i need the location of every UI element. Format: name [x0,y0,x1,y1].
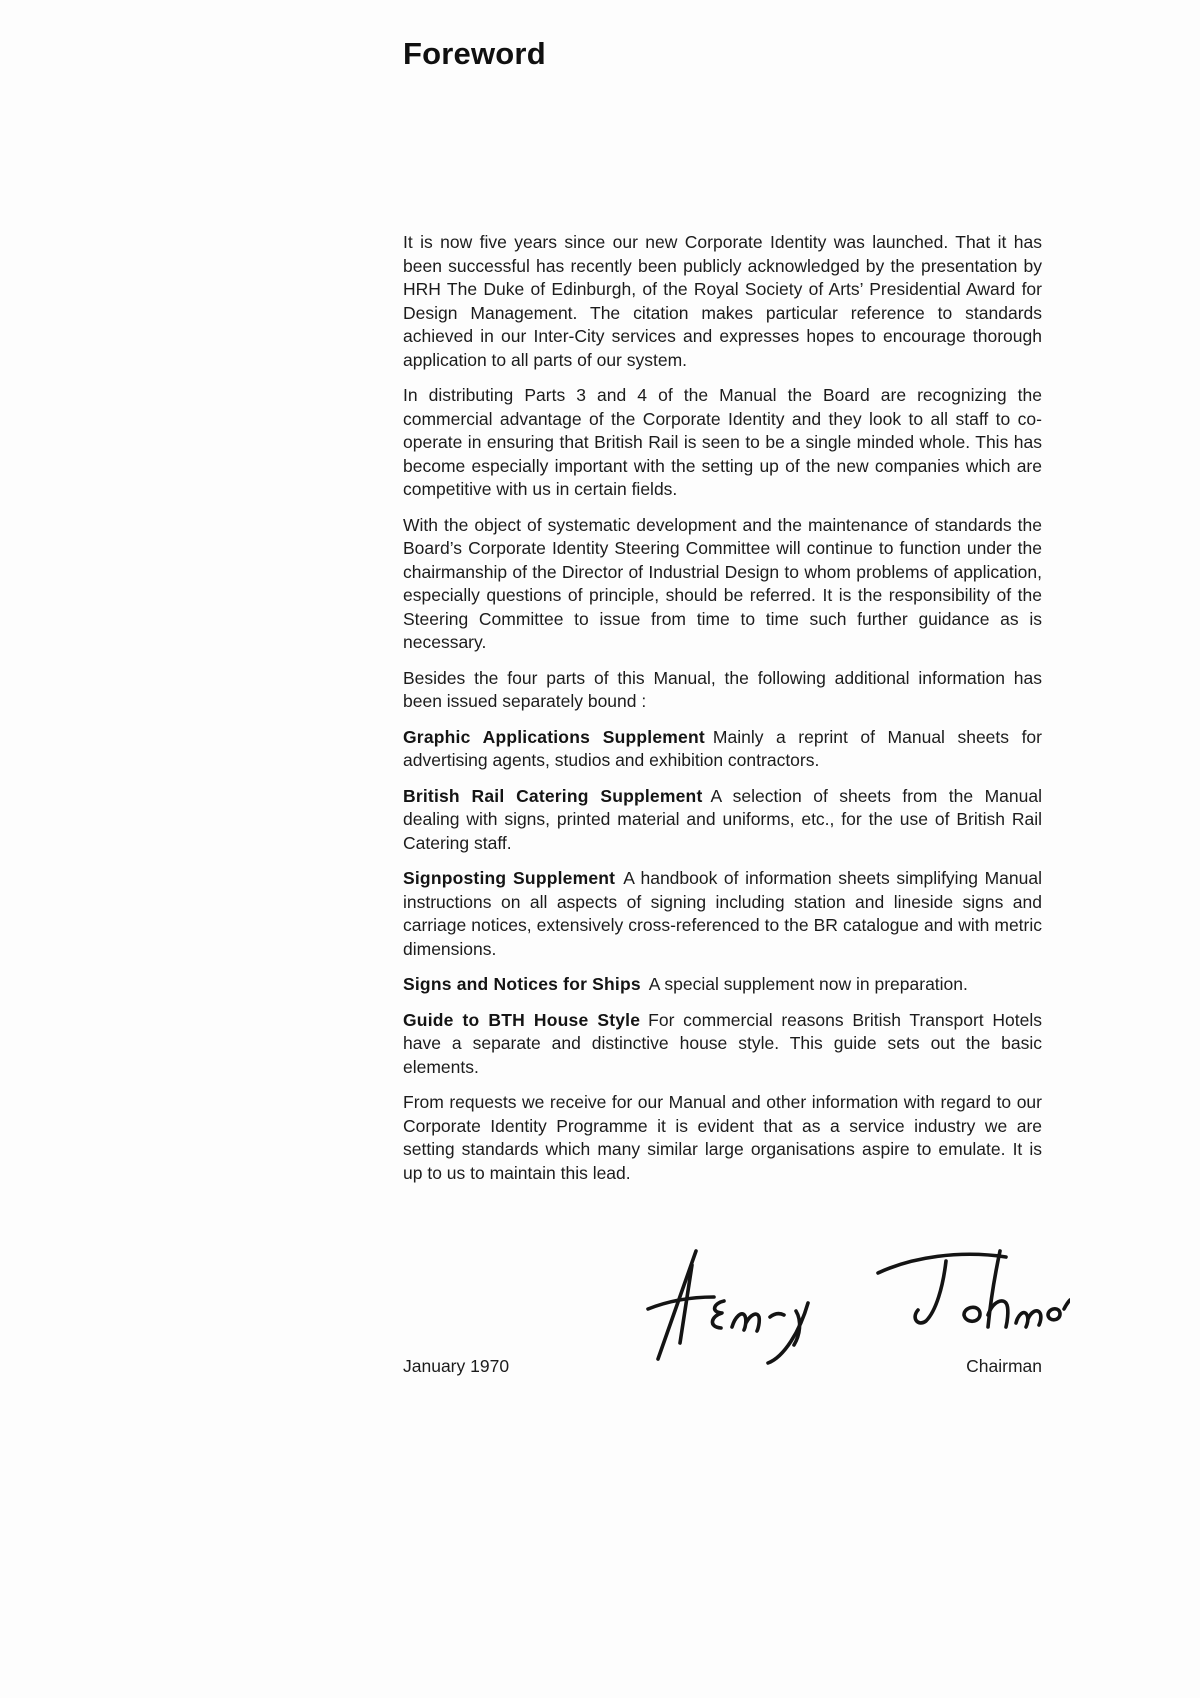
supplement-item-catering [403,785,1042,856]
supplement-text: Mainly a reprint of Manual sheets for advertising agents, studios and exhibition contractors. [403,726,1042,770]
supplement-text: A handbook of information sheets simplifying Manual instructions on all aspects of signing including station and lineside signs and carriage notices, extensively cross-referenced to the BR catalogue and with metric dimensions. [403,868,1042,959]
supplement-text: A selection of sheets from the Manual dealing with signs, printed material and uniforms, etc., for the use of British Rail Catering staff. [403,785,1042,853]
supplement-item-ships [403,973,1042,997]
supplement-title: Graphic Applications Supplement [403,726,705,747]
date-label: January 1970 [403,1356,510,1376]
supplement-item-graphic-applications [403,726,1042,773]
supplement-title: Signposting Supplement [403,868,616,888]
supplement-title: Guide to BTH House Style [403,1009,641,1030]
chairman-signature [630,1245,1070,1370]
supplement-text: For commercial reasons British Transport Hotels have a separate and distinctive house style. This guide sets out the basic elements. [403,1009,1042,1077]
supplement-item-signposting [403,867,1042,961]
intro-paragraph-2: In distributing Parts 3 and 4 of the Manual the Board are recognizing the commercial advantage of the Corporate Identity and they look to all staff to co-operate in ensuring that British Rail is seen to be a single minded whole. This has become especially important with the setting up of the new companies which are competitive with us in certain fields. [403,385,1042,499]
footer-row [403,1355,1042,1379]
chairman-label: Chairman [966,1356,1042,1376]
signature-handwriting [630,1245,1070,1370]
supplement-item-bth-house-style [403,1009,1042,1080]
supplement-title: British Rail Catering Supplement [403,785,703,806]
supplement-title: Signs and Notices for Ships [403,974,641,994]
text-column [403,0,1042,1197]
intro-paragraph-4: Besides the four parts of this Manual, the following additional information has been issued separately bound : [403,667,1042,711]
page-title: Foreword [403,36,546,71]
intro-paragraph-3: With the object of systematic development and the maintenance of standards the Board’s Corporate Identity Steering Committee will continue to function under the chairmanship of the Director of Industrial Design to whom problems of application, especially questions of principle, should be referred. It is the responsibility of the Steering Committee to issue from time to time such further guidance as is necessary. [403,514,1042,652]
closing-paragraph: From requests we receive for our Manual and other information with regard to our Corporate Identity Programme it is evident that as a service industry we are setting standards which many similar large organisations aspire to emulate. It is up to us to maintain this lead. [403,1092,1042,1183]
intro-paragraph-1: It is now five years since our new Corporate Identity was launched. That it has been successful has recently been publicly acknowledged by the presentation by HRH The Duke of Edinburgh, of the Royal Society of Arts’ Presidential Award for Design Management. The citation makes particular reference to standards achieved in our Inter-City services and expresses hopes to encourage thorough application to all parts of our system. [403,232,1042,370]
supplement-text: A special supplement now in preparation. [648,974,968,994]
